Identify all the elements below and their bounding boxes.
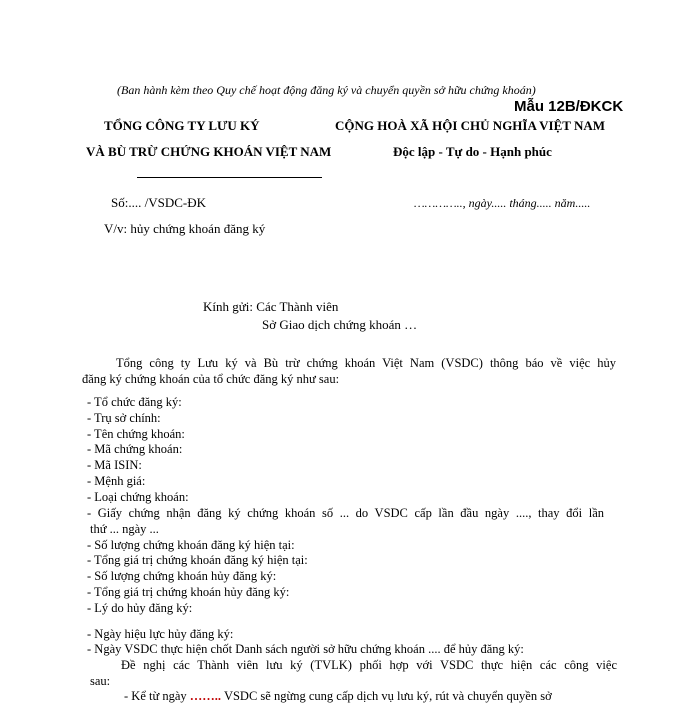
item-certificate-line2: thứ ... ngày ... — [90, 522, 159, 536]
document-number: Số:.... /VSDC-ĐK — [111, 195, 206, 210]
item-current-value: - Tổng giá trị chứng khoán đăng ký hiện tại: — [87, 553, 308, 567]
org-name-line1: TỔNG CÔNG TY LƯU KÝ — [104, 118, 260, 133]
intro-line2: đăng ký chứng khoán của tổ chức đăng ký như sau: — [82, 372, 340, 386]
item-par-value: - Mệnh giá: — [87, 474, 146, 488]
item-registrant: - Tổ chức đăng ký: — [87, 395, 182, 409]
item-cancel-value: - Tổng giá trị chứng khoán hủy đăng ký: — [87, 585, 290, 599]
document-subject: V/v: hủy chứng khoán đăng ký — [104, 221, 266, 236]
from-date-blank: …….. — [189, 689, 222, 703]
intro-line1: Tổng công ty Lưu ký và Bù trừ chứng khoán Việt Nam (VSDC) thông báo về việc hủy — [116, 356, 616, 370]
from-date-suffix: VSDC sẽ ngừng cung cấp dịch vụ lưu ký, rút và chuyển quyền sở — [221, 689, 552, 703]
item-record-date: - Ngày VSDC thực hiện chốt Danh sách người sở hữu chứng khoán .... để hủy đăng ký: — [87, 642, 524, 656]
org-underline — [137, 177, 322, 178]
recipient-line2: Sở Giao dịch chứng khoán … — [262, 317, 418, 332]
item-securities-code: - Mã chứng khoán: — [87, 442, 183, 456]
item-securities-name: - Tên chứng khoán: — [87, 427, 185, 441]
request-line2: sau: — [90, 674, 111, 688]
item-cancel-quantity: - Số lượng chứng khoán hủy đăng ký: — [87, 569, 277, 583]
document-date: ………….., ngày..... tháng..... năm..... — [414, 196, 591, 210]
org-name-line2: VÀ BÙ TRỪ CHỨNG KHOÁN VIỆT NAM — [86, 144, 332, 159]
country-name: CỘNG HOÀ XÃ HỘI CHỦ NGHĨA VIỆT NAM — [335, 118, 606, 133]
from-date-line — [124, 689, 552, 704]
item-certificate-line1: - Giấy chứng nhận đăng ký chứng khoán số ... do VSDC cấp lần đầu ngày ...., thay đổi lần — [87, 506, 604, 520]
motto: Độc lập - Tự do - Hạnh phúc — [393, 144, 552, 159]
item-securities-type: - Loại chứng khoán: — [87, 490, 189, 504]
from-date-prefix: - Kể từ ngày — [124, 689, 187, 703]
item-cancel-reason: - Lý do hủy đăng ký: — [87, 601, 193, 615]
item-current-quantity: - Số lượng chứng khoán đăng ký hiện tại: — [87, 538, 295, 552]
item-isin: - Mã ISIN: — [87, 458, 142, 472]
item-headquarters: - Trụ sở chính: — [87, 411, 161, 425]
issued-note: (Ban hành kèm theo Quy chế hoạt động đăng ký và chuyển quyền sở hữu chứng khoán) — [117, 83, 536, 97]
recipient-line1: Kính gửi: Các Thành viên — [203, 299, 339, 314]
form-code: Mẫu 12B/ĐKCK — [514, 98, 624, 115]
item-effective-date: - Ngày hiệu lực hủy đăng ký: — [87, 627, 234, 641]
request-line1: Đề nghị các Thành viên lưu ký (TVLK) phối hợp với VSDC thực hiện các công việc — [121, 658, 617, 672]
